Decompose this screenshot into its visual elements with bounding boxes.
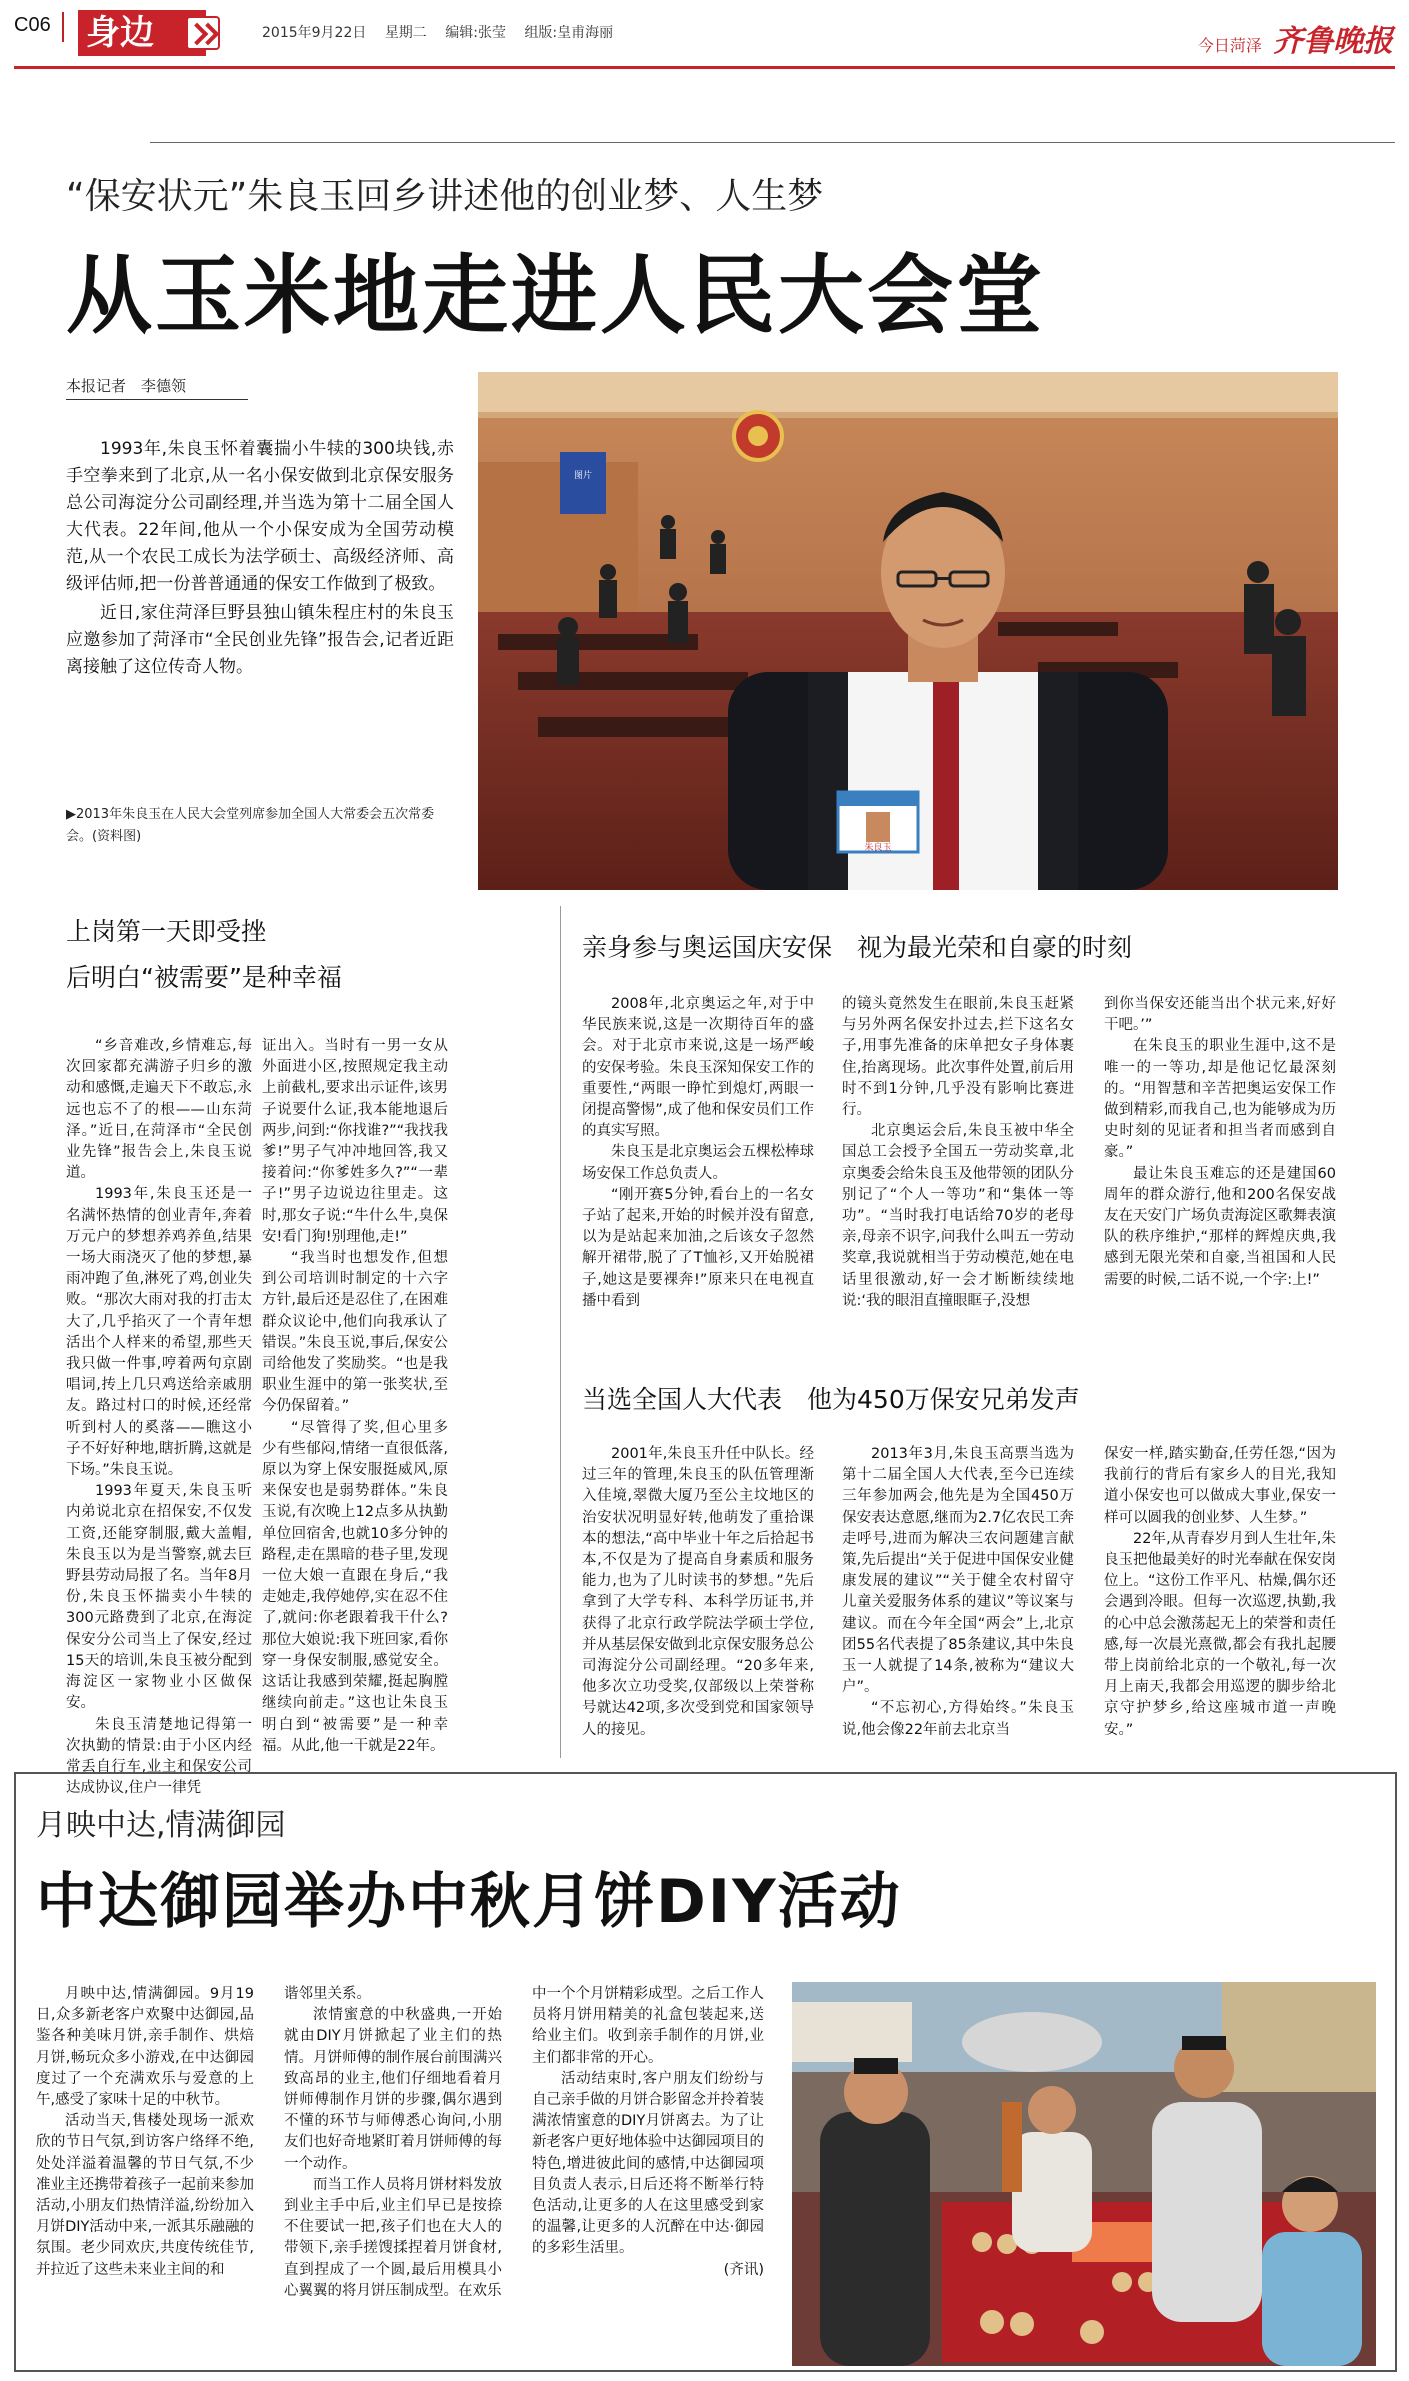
photo-caption: ▶2013年朱良玉在人民大会堂列席参加全国人大常委会五次常委会。(资料图): [66, 807, 435, 844]
paragraph: 而当工作人员将月饼材料发放到业主手中后,业主们早已是按捺不住要试一把,孩子们也在大人的带领下,亲手搓馊揉捏着月饼食材,直到捏成了一个圆,最后用模具小心翼翼的将月饼压制成型。在欢乐: [284, 2176, 502, 2299]
paragraph: “尽管得了奖,但心里多少有些郁闷,情绪一直很低落,原以为穿上保安服挺威风,原来保安也是弱势群体。”朱良玉说,有次晚上12点多从执勤单位回宿舍,也就10多分钟的路程,走在黑暗的巷子里,发现一位大娘一直跟在身后,“我走她走,我停她停,实在忍不住了,就问:你老跟着我干什么?那位大娘说:我下班回家,看你穿一身保安制服,感觉安全。这话让我感到荣耀,挺起胸膛继续向前走。”这也让朱良玉明白到“被需要”是一种幸福。从此,他一干就是22年。: [262, 1419, 448, 1754]
paragraph: 保安一样,踏实勤奋,任劳任怨,“因为我前行的背后有家乡人的目光,我知道小保安也可以做成大事业,保安一样可以圆我的创业梦、人生梦。”: [1104, 1446, 1336, 1526]
headline-rule: [150, 142, 1395, 143]
paragraph: 朱良玉是北京奥运会五棵松棒球场安保工作总负责人。: [582, 1144, 814, 1182]
text-column: [36, 1984, 254, 2281]
header-rule: [14, 66, 1395, 69]
issue-meta: [262, 22, 627, 42]
edition-label: 今日菏泽: [1197, 36, 1262, 55]
text-column: [1104, 994, 1336, 1291]
paragraph: “刚开赛5分钟,看台上的一名女子站了起来,开始的时候并没有留意,以为是站起来加油,之后该女子忽然解开裙带,脱了了T恤衫,又开始脱裙子,她这是要裸奔!”原来只在电视直播中看到: [582, 1186, 814, 1309]
paragraph: 22年,从青春岁月到人生壮年,朱良玉把他最美好的时光奉献在保安岗位上。“这份工作平凡、枯燥,偶尔还会遇到冷眼。但每一次巡逻,执勤,我的心中总会激荡起无上的荣誉和责任感,每一次晨光熹微,都会有我扎起腰带上岗前给北京的一个敬礼,每一次月上南天,我都会用巡逻的脚步给北京守护梦乡,给这座城市道一声晚安。”: [1104, 1530, 1336, 1738]
paragraph: 中一个个月饼精彩成型。之后工作人员将月饼用精美的礼盒包装起来,送给业主们。收到亲手制作的月饼,业主们都非常的开心。: [532, 1986, 764, 2066]
text-column: [284, 1984, 502, 2302]
text-column: [1104, 1444, 1336, 1741]
section-title: 亲身参与奥运国庆安保 视为最光荣和自豪的时刻: [582, 933, 1133, 962]
paragraph: 北京奥运会后,朱良玉被中华全国总工会授予全国五一劳动奖章,北京奥委会给朱良玉及他带领的团队分别记了“个人一等功”和“集体一等功”。“当时我打电话给70岁的老母亲,母亲不识字,问我什么叫五一劳动奖章,我说就相当于劳动模范,她在电话里很激动,好一会才断断续续地说:‘我的眼泪直撞眼眶子,没想: [842, 1123, 1074, 1309]
lead-paragraph: 1993年,朱良玉怀着囊揣小牛犊的300块钱,赤手空拳来到了北京,从一名小保安做到北京保安服务总公司海淀分公司副经理,并当选为第十二届全国人大代表。22年间,他从一个小保安成为全国劳动模范,从一个农民工成长为法学硕士、高级经济师、高级评估师,把一份普普通通的保安工作做到了极致。: [66, 439, 454, 594]
paragraph: 最让朱良玉难忘的还是建国60周年的群众游行,他和200名保安战友在天安门广场负责海淀区歌舞表演队的秩序维护,“那样的辉煌庆典,我感到无限光荣和自豪,当祖国和人民需要的时候,二话不说,一个字:上!”: [1104, 1165, 1336, 1288]
paragraph: 到你当保安还能当出个状元来,好好干吧。’”: [1104, 996, 1336, 1034]
paragraph: 证出入。当时有一男一女从外面进小区,按照规定我主动上前截札,要求出示证件,该男子说要什么证,我本能地退后两步,问到:“你找谁?”“我找我爹!”男子气冲冲地回答,我又接着问:“你爹姓多久?”“一辈子!”男子边说边往里走。这时,那女子说:“牛什么牛,臭保安!看门狗!别理他,走!”: [262, 1038, 448, 1245]
text-column: [66, 1036, 252, 1799]
paragraph: 1993年夏天,朱良玉听内弟说北京在招保安,不仅发工资,还能穿制服,戴大盖帽,朱良玉以为是当警察,就去巨野县劳动局报了名。当年8月份,朱良玉怀揣卖小牛犊的300元路费到了北京,在海淀保安分公司当上了保安,经过15天的培训,朱良玉被分配到海淀区一家物业小区做保安。: [66, 1483, 252, 1712]
paragraph: 活动当天,售楼处现场一派欢欣的节日气氛,到访客户络绎不绝,处处洋溢着温馨的节日气氛,不少准业主还携带着孩子一起前来参加活动,小朋友们热情洋溢,纷纷加入月饼DIY活动中来,一派其乐融融的氛围。老少同欢庆,共度传统佳节,并拉近了这些未来业主间的和: [36, 2113, 254, 2278]
section-label: 身边: [78, 10, 206, 56]
paragraph: “不忘初心,方得始终。”朱良玉说,他会像22年前去北京当: [842, 1700, 1074, 1738]
byline: 本报记者 李德领: [66, 375, 248, 400]
newspaper-brand: 齐鲁晚报: [1273, 24, 1393, 59]
text-column: [582, 994, 814, 1312]
text-column: [842, 1444, 1074, 1741]
double-chevron-icon: [186, 16, 220, 50]
issue-weekday: 星期二: [384, 25, 427, 41]
paragraph: 1993年,朱良玉还是一名满怀热情的创业青年,奔着万元户的梦想养鸡养鱼,结果一场大雨浇灭了他的梦想,暴雨冲跑了鱼,淋死了鸡,创业失败。“那次大雨对我的打击太大了,几乎掐灭了一个青年想活出个人样来的希望,那些天我只做一件事,哼着两句京剧唱词,抟上几只鸡送给亲戚朋友。路过村口的时候,还经常听到村人的奚落——瞧这小子不好好种地,瞎折腾,这就是下场。”朱良玉说。: [66, 1186, 252, 1479]
paragraph: “乡音难改,乡情难忘,每次回家都充满游子归乡的激动和感慨,走遍天下不敢忘,永远也忘不了的根——山东菏泽。”近日,在菏泽市“全民创业先锋”报告会上,朱良玉说道。: [66, 1038, 252, 1182]
paragraph: 2001年,朱良玉升任中队长。经过三年的管理,朱良玉的队伍管理渐入佳境,翠微大厦乃至公主坟地区的治安状况明显好转,他萌发了重拾课本的想法,“高中毕业十年之后拾起书本,不仅是为了提高自身素质和服务能力,也为了儿时读书的梦想。”先后拿到了大学专科、本科学历证书,并获得了北京行政学院法学硕士学位,并从基层保安做到北京保安服务总公司海淀分公司副经理。“20多年来,他多次立功受奖,仅部级以上荣誉称号就达42项,多次受到党和国家领导人的接见。: [582, 1446, 814, 1738]
paragraph: 月映中达,情满御园。9月19日,众多新老客户欢聚中达御园,品鉴各种美味月饼,亲手制作、烘焙月饼,畅玩众多小游戏,在中达御园度过了一个充满欢乐与爱意的上午,感受了家味十足的中秋节。: [36, 1986, 254, 2109]
page-number: C06: [14, 14, 51, 36]
layout-credit: 组版:皇甫海丽: [524, 25, 614, 41]
text-column: [262, 1036, 448, 1757]
section-title: 后明白“被需要”是种幸福: [66, 963, 342, 992]
mooncake-diy-photo: [792, 1982, 1376, 2366]
column-divider: [560, 906, 561, 1758]
article-subhead: “保安状元”朱良玉回乡讲述他的创业梦、人生梦: [66, 176, 824, 217]
editor-credit: 编辑:张莹: [445, 25, 506, 41]
lead-paragraphs: [66, 436, 454, 683]
masthead: [1198, 16, 1393, 60]
text-column: [532, 1984, 764, 2281]
lead-paragraph: 近日,家住菏泽巨野县独山镇朱程庄村的朱良玉应邀参加了菏泽市“全民创业先锋”报告会,记者近距离接触了这位传奇人物。: [66, 603, 454, 677]
great-hall-photo: [478, 372, 1338, 890]
section-title: 当选全国人大代表 他为450万保安兄弟发声: [582, 1385, 1080, 1414]
news-credit: (齐讯): [723, 2261, 764, 2278]
paragraph: 朱良玉清楚地记得第一次执勤的情景:由于小区内经常丢自行车,业主和保安公司达成协议,住户一律凭: [66, 1716, 252, 1797]
text-column: [842, 994, 1074, 1312]
issue-date: 2015年9月22日: [262, 25, 367, 41]
advertorial-subhead: 月映中达,情满御园: [36, 1808, 286, 1843]
svg-text:图片: 图片: [573, 471, 593, 481]
paragraph: 的镜头竟然发生在眼前,朱良玉赶紧与另外两名保安扑过去,拦下这名女子,用事先准备的床单把女子身体裹住,抬离现场。此次事件处置,前后用时不到1分钟,几乎没有影响比赛进行。: [842, 996, 1074, 1119]
paragraph: 在朱良玉的职业生涯中,这不是唯一的一等功,却是他记忆最深刻的。“用智慧和辛苦把奥运安保工作做到精彩,而我自己,也为能够成为历史时刻的见证者和担当者而感到自豪。”: [1104, 1038, 1336, 1161]
article-headline: 从玉米地走进人民大会堂: [66, 246, 1045, 346]
header-divider: [62, 12, 64, 42]
paragraph: 2013年3月,朱良玉高票当选为第十二届全国人大代表,至今已连续三年参加两会,他先是为全国450万保安表达意愿,继而为2.7亿农民工奔走呼号,进而为解决三农问题建言献策,先后提出“关于促进中国保安业健康发展的建议”“关于健全农村留守儿童关爱服务体系的建议”等议案与建议。而在今年全国“两会”上,北京团55名代表提了85条建议,其中朱良玉一人就提了14条,被称为“建议大户”。: [842, 1446, 1074, 1696]
paragraph: 浓情蜜意的中秋盛典,一开始就由DIY月饼掀起了业主们的热情。月饼师傅的制作展台前围满兴致高昂的业主,他们仔细地看着月饼师傅制作月饼的步骤,偶尔遇到不懂的环节与师傅悉心询问,小朋友们也好奇地紧盯着月饼师傅的每一个动作。: [284, 2007, 502, 2172]
text-column: [582, 1444, 814, 1741]
section-title: 上岗第一天即受挫: [66, 917, 267, 946]
paragraph: “我当时也想发作,但想到公司培训时制定的十六字方针,最后还是忍住了,在困难群众议论中,他们向我承认了错误。”朱良玉说,事后,保安公司给他发了奖励奖。“也是我职业生涯中的第一张奖状,至今仍保留着。”: [262, 1250, 448, 1415]
badge-name: 朱良玉: [864, 843, 892, 853]
paragraph: 2008年,北京奥运之年,对于中华民族来说,这是一次期待百年的盛会。对于北京市来说,这是一场严峻的安保考验。朱良玉深知保安工作的重要性,“两眼一睁忙到熄灯,两眼一闭提高警惕”,成了他和保安员们工作的真实写照。: [582, 996, 814, 1140]
paragraph: 活动结束时,客户朋友们纷纷与自己亲手做的月饼合影留念并拎着装满浓情蜜意的DIY月饼离去。为了让新老客户更好地体验中达御园项目的特色,增进彼此间的感情,中达御园项目负责人表示,日后还将不断举行特色活动,让更多的人在这里感受到家的温馨,让更多的人沉醉在中达·御园的多彩生活里。: [532, 2070, 764, 2257]
advertorial-headline: 中达御园举办中秋月饼DIY活动: [36, 1867, 902, 1937]
paragraph: 谐邻里关系。: [284, 1986, 371, 2002]
